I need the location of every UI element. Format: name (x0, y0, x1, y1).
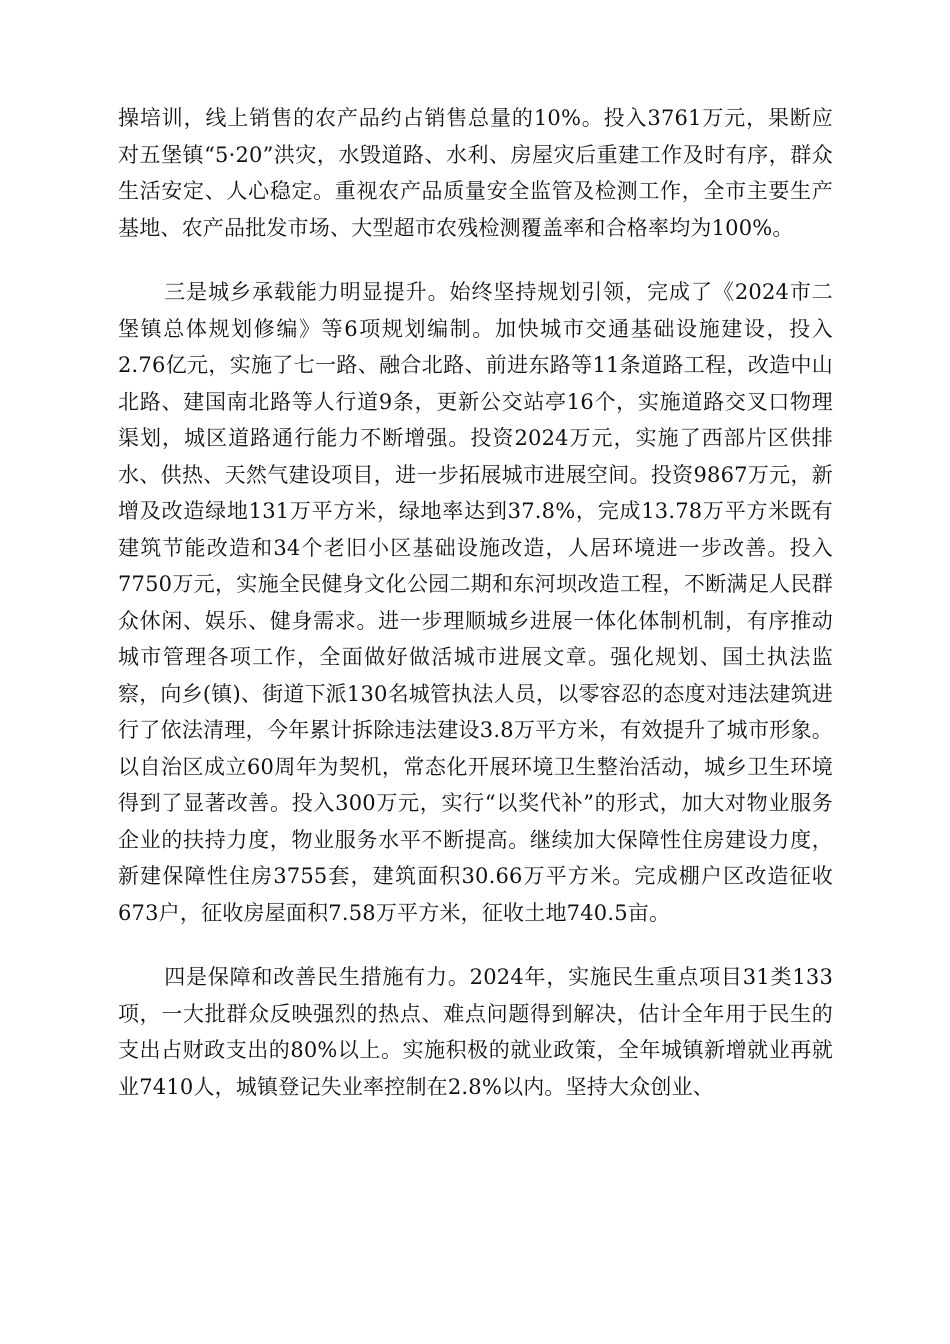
paragraph-livelihood: 四是保障和改善民生措施有力。2024年，实施民生重点项目31类133项，一大批群众反映强烈的热点、难点问题得到解决，估计全年用于民生的支出占财政支出的80%以上。实施积极的就业政策，全年城镇新增就业再就业7410人，城镇登记失业率控制在2.8%以内。坚持大众创业、 (118, 965, 833, 1099)
paragraph-urban-rural-capacity: 三是城乡承载能力明显提升。始终坚持规划引领，完成了《2024市二堡镇总体规划修编》等6项规划编制。加快城市交通基础设施建设，投入2.76亿元，实施了七一路、融合北路、前进东路等11条道路工程，改造中山北路、建国南北路等人行道9条，更新公交站亭16个，实施道路交叉口物理渠划，城区道路通行能力不断增强。投资2024万元，实施了西部片区供排水、供热、天然气建设项目，进一步拓展城市进展空间。投资9867万元，新增及改造绿地131万平方米，绿地率达到37.8%，完成13.78万平方米既有建筑节能改造和34个老旧小区基础设施改造，人居环境进一步改善。投入7750万元，实施全民健身文化公园二期和东河坝改造工程，不断满足人民群众休闲、娱乐、健身需求。进一步理顺城乡进展一体化体制机制，有序推动城市管理各项工作，全面做好做活城市进展文章。强化规划、国土执法监察，向乡(镇)、街道下派130名城管执法人员，以零容忍的态度对违法建筑进行了依法清理，今年累计拆除违法建设3.8万平方米，有效提升了城市形象。以自治区成立60周年为契机，常态化开展环境卫生整治活动，城乡卫生环境得到了显著改善。投入300万元，实行“以奖代补”的形式，加大对物业服务企业的扶持力度，物业服务水平不断提高。继续加大保障性住房建设力度，新建保障性住房3755套，建筑面积30.66万平方米。完成棚户区改造征收673户，征收房屋面积7.58万平方米，征收土地740.5亩。 (118, 280, 833, 925)
document-body (118, 100, 833, 1105)
paragraph-continued: 操培训，线上销售的农产品约占销售总量的10%。投入3761万元，果断应对五堡镇“5·20”洪灾，水毁道路、水利、房屋灾后重建工作及时有序，群众生活安定、人心稳定。重视农产品质量安全监管及检测工作，全市主要生产基地、农产品批发市场、大型超市农残检测覆盖率和合格率均为100%。 (118, 106, 833, 240)
